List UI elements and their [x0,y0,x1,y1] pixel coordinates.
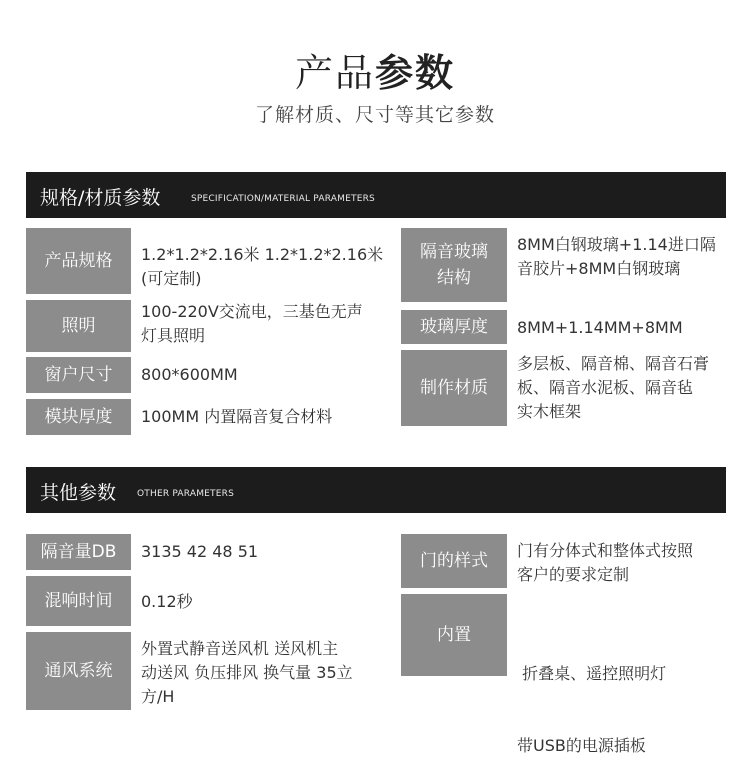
other-value-ventilation-line1: 外置式静音送风机 送风机主 [141,639,339,658]
spec-label-lighting: 照明 [26,300,131,352]
spec-section-header [26,172,726,218]
other-value-builtin [517,614,737,782]
other-value-builtin-line1: 折叠桌、遥控照明灯 [517,664,667,683]
other-value-door-style [517,539,737,587]
other-value-sound-insulation: 3135 42 48 51 [141,542,259,561]
spec-value-glass-structure [517,233,737,281]
page-title-bold: 参数 [375,51,456,95]
page-subtitle: 了解材质、尺寸等其它参数 [254,104,495,126]
spec-section-subtitle: SPECIFICATION/MATERIAL PARAMETERS [191,194,375,204]
other-value-door-style-line2: 客户的要求定制 [517,565,630,584]
spec-value-glass-thickness: 8MM+1.14MM+8MM [517,318,683,337]
other-value-builtin-line2: 带USB的电源插板 [517,736,646,755]
other-section-title: 其他参数 [40,482,117,504]
spec-label-glass-structure [401,228,507,302]
spec-label-product-size: 产品规格 [26,228,131,294]
other-label-reverb-time: 混响时间 [26,576,131,626]
other-value-door-style-line1: 门有分体式和整体式按照 [517,541,694,560]
other-label-ventilation: 通风系统 [26,632,131,710]
other-label-door-style: 门的样式 [401,534,507,588]
spec-value-lighting [141,300,391,348]
spec-value-window-size: 800*600MM [141,365,238,384]
spec-label-glass-thickness: 玻璃厚度 [401,310,507,344]
spec-value-material-line3: 实木框架 [517,402,582,421]
other-label-sound-insulation: 隔音量DB [26,534,131,570]
spec-value-product-size-line1: 1.2*1.2*2.16米 1.2*1.2*2.16米 [141,245,384,264]
other-section-subtitle: OTHER PARAMETERS [137,489,235,499]
spec-value-glass-structure-line2: 音胶片+8MM白钢玻璃 [517,259,681,278]
spec-label-window-size: 窗户尺寸 [26,357,131,393]
spec-value-module-thickness: 100MM 内置隔音复合材料 [141,407,333,426]
spec-value-lighting-line1: 100-220V交流电，三基色无声 [141,302,363,321]
other-value-ventilation-line3: 方/H [141,687,175,706]
other-value-ventilation [141,637,396,709]
spec-label-glass-structure-line1: 隔音玻璃 [420,242,488,262]
spec-value-material-line2: 板、隔音水泥板、隔音毡 [517,378,694,397]
spec-label-material: 制作材质 [401,350,507,426]
other-value-ventilation-line2: 动送风 负压排风 换气量 35立 [141,663,353,682]
other-section-header [26,467,726,513]
other-label-builtin: 内置 [401,594,507,676]
spec-value-glass-structure-line1: 8MM白钢玻璃+1.14进口隔 [517,235,716,254]
spec-label-module-thickness: 模块厚度 [26,399,131,435]
spec-value-lighting-line2: 灯具照明 [141,326,206,345]
spec-section-title: 规格/材质参数 [40,187,161,209]
spec-value-product-size [141,243,391,291]
spec-value-material-line1: 多层板、隔音棉、隔音石膏 [517,354,710,373]
page-title [0,42,750,97]
spec-value-material [517,352,747,424]
spec-value-product-size-line2: (可定制) [141,269,202,288]
other-value-reverb-time: 0.12秒 [141,592,193,611]
page-title-light: 产品 [294,51,375,95]
spec-label-glass-structure-line2: 结构 [437,268,471,288]
